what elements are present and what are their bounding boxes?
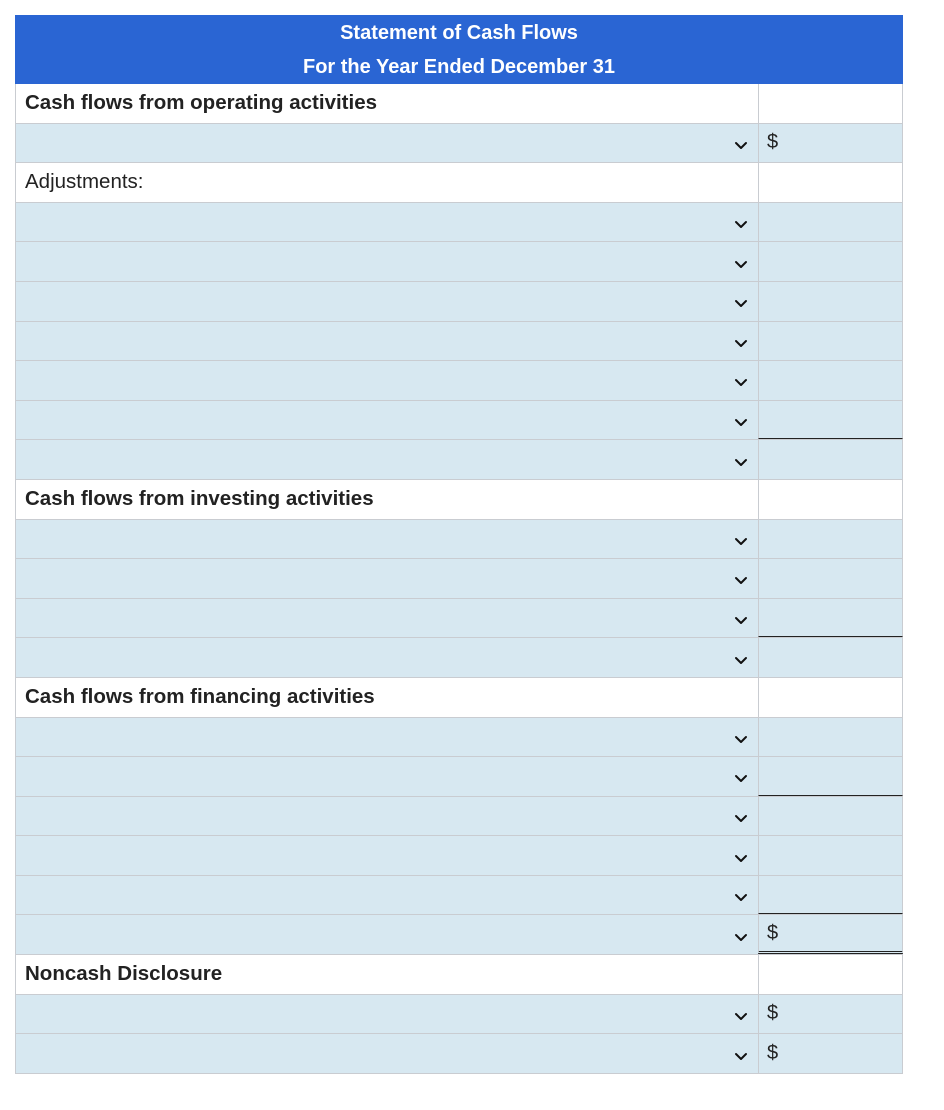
section-row: [15, 678, 903, 718]
amount-input[interactable]: [758, 361, 903, 400]
amount-input[interactable]: [758, 876, 903, 915]
amount-cell: [758, 480, 903, 519]
account-select[interactable]: [15, 599, 758, 638]
amount-input[interactable]: [758, 915, 903, 954]
amount-input[interactable]: [758, 718, 903, 757]
entry-row: [15, 638, 903, 678]
row-label: Cash flows from operating activities: [25, 91, 377, 115]
account-select[interactable]: [15, 520, 758, 559]
chevron-down-icon: [733, 768, 749, 784]
amount-input[interactable]: [758, 401, 903, 440]
entry-row: [15, 915, 903, 955]
entry-row: [15, 995, 903, 1035]
account-select[interactable]: [15, 995, 758, 1034]
amount-input[interactable]: [758, 797, 903, 836]
section-row: [15, 480, 903, 520]
amount-input[interactable]: [758, 1034, 903, 1073]
amount-cell: [758, 955, 903, 994]
amount-input[interactable]: [758, 757, 903, 796]
amount-input[interactable]: [758, 124, 903, 163]
amount-input[interactable]: [758, 440, 903, 479]
entry-row: [15, 876, 903, 916]
account-select[interactable]: [15, 718, 758, 757]
chevron-down-icon: [733, 412, 749, 428]
chevron-down-icon: [733, 808, 749, 824]
chevron-down-icon: [733, 293, 749, 309]
account-select[interactable]: [15, 836, 758, 875]
section-heading: [15, 480, 758, 519]
dollar-sign: $: [767, 1002, 779, 1025]
amount-input[interactable]: [758, 995, 903, 1034]
dollar-sign: $: [767, 921, 779, 944]
chevron-down-icon: [733, 650, 749, 666]
account-select[interactable]: [15, 124, 758, 163]
entry-row: [15, 599, 903, 639]
chevron-down-icon: [733, 1046, 749, 1062]
row-label: Cash flows from financing activities: [25, 685, 375, 709]
account-select[interactable]: [15, 797, 758, 836]
entry-row: [15, 559, 903, 599]
amount-input[interactable]: [758, 520, 903, 559]
chevron-down-icon: [733, 848, 749, 864]
chevron-down-icon: [733, 214, 749, 230]
amount-cell: [758, 678, 903, 717]
chevron-down-icon: [733, 452, 749, 468]
row-label: Cash flows from investing activities: [25, 487, 374, 511]
section-row: [15, 955, 903, 995]
amount-input[interactable]: [758, 559, 903, 598]
chevron-down-icon: [733, 1006, 749, 1022]
entry-row: [15, 361, 903, 401]
statement-header: [15, 15, 903, 84]
account-select[interactable]: [15, 757, 758, 796]
amount-input[interactable]: [758, 599, 903, 638]
account-select[interactable]: [15, 282, 758, 321]
account-select[interactable]: [15, 440, 758, 479]
account-select[interactable]: [15, 203, 758, 242]
entry-row: [15, 440, 903, 480]
amount-input[interactable]: [758, 203, 903, 242]
account-select[interactable]: [15, 915, 758, 954]
chevron-down-icon: [733, 610, 749, 626]
chevron-down-icon: [733, 254, 749, 270]
chevron-down-icon: [733, 372, 749, 388]
chevron-down-icon: [733, 333, 749, 349]
section-heading: [15, 678, 758, 717]
amount-input[interactable]: [758, 242, 903, 281]
statement-rows: [15, 84, 903, 1074]
section-row: [15, 84, 903, 124]
entry-row: [15, 124, 903, 164]
amount-cell: [758, 84, 903, 123]
account-select[interactable]: [15, 559, 758, 598]
amount-input[interactable]: [758, 322, 903, 361]
account-select[interactable]: [15, 322, 758, 361]
entry-row: [15, 401, 903, 441]
entry-row: [15, 322, 903, 362]
amount-cell: [758, 163, 903, 202]
account-select[interactable]: [15, 638, 758, 677]
entry-row: [15, 1034, 903, 1074]
cash-flow-statement-table: [15, 15, 903, 1074]
dollar-sign: $: [767, 131, 779, 154]
chevron-down-icon: [733, 729, 749, 745]
account-select[interactable]: [15, 1034, 758, 1073]
section-heading: [15, 955, 758, 994]
entry-row: [15, 282, 903, 322]
chevron-down-icon: [733, 887, 749, 903]
account-select[interactable]: [15, 401, 758, 440]
entry-row: [15, 797, 903, 837]
chevron-down-icon: [733, 927, 749, 943]
account-select[interactable]: [15, 876, 758, 915]
chevron-down-icon: [733, 531, 749, 547]
entry-row: [15, 836, 903, 876]
statement-period: For the Year Ended December 31: [303, 56, 615, 78]
subsection-label: [15, 163, 758, 202]
entry-row: [15, 520, 903, 560]
entry-row: [15, 718, 903, 758]
chevron-down-icon: [733, 135, 749, 151]
account-select[interactable]: [15, 361, 758, 400]
section-heading: [15, 84, 758, 123]
account-select[interactable]: [15, 242, 758, 281]
row-label: Noncash Disclosure: [25, 962, 223, 986]
dollar-sign: $: [767, 1042, 779, 1065]
entry-row: [15, 757, 903, 797]
statement-title: Statement of Cash Flows: [340, 22, 578, 44]
amount-input[interactable]: [758, 638, 903, 677]
entry-row: [15, 203, 903, 243]
amount-input[interactable]: [758, 836, 903, 875]
chevron-down-icon: [733, 570, 749, 586]
section-row: [15, 163, 903, 203]
amount-input[interactable]: [758, 282, 903, 321]
row-label: Adjustments:: [25, 170, 144, 194]
entry-row: [15, 242, 903, 282]
